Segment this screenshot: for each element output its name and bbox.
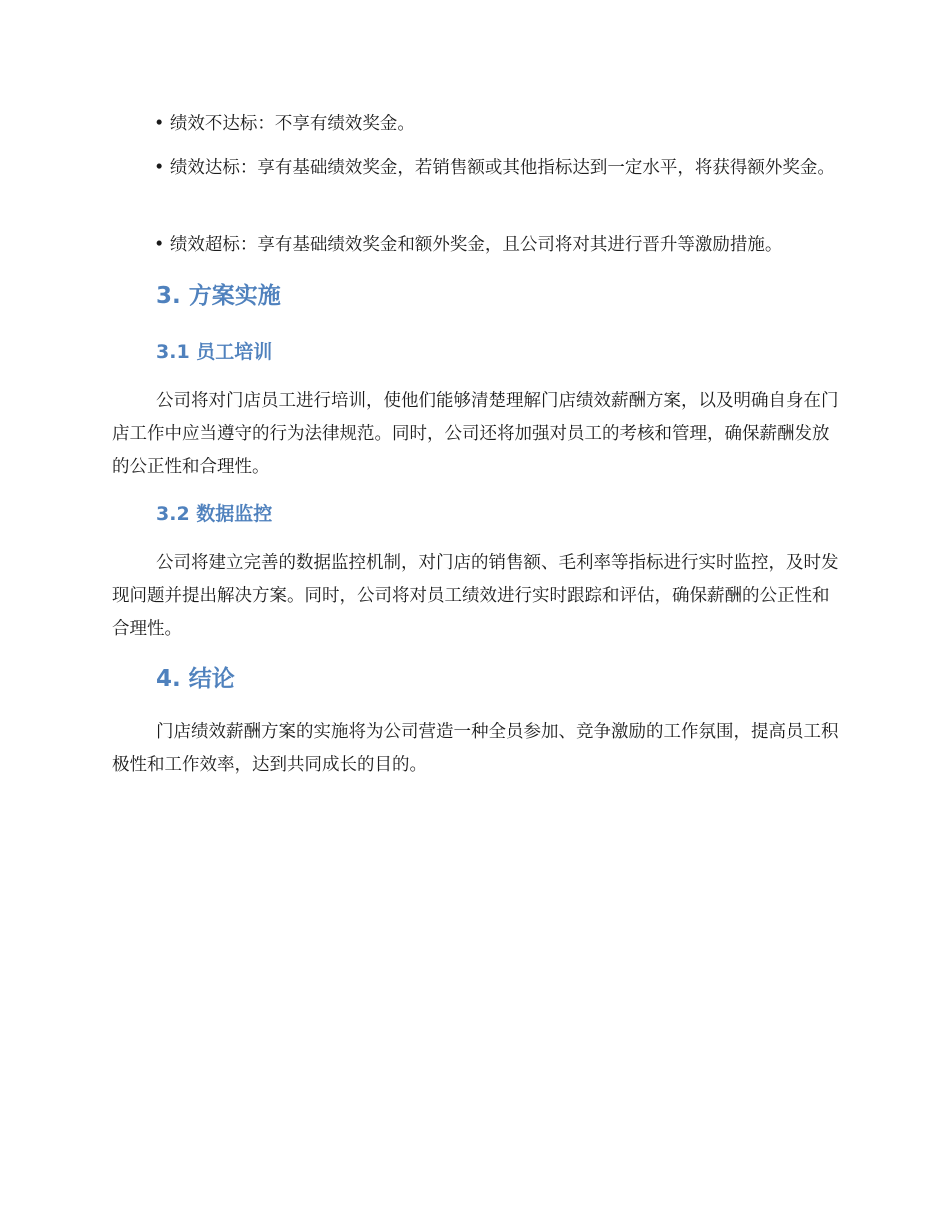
bullet-item: • 绩效达标：享有基础绩效奖金，若销售额或其他指标达到一定水平，将获得额外奖金。 xyxy=(154,158,835,178)
bullet-item: • 绩效不达标：不享有绩效奖金。 xyxy=(154,114,415,134)
paragraph-monitoring: 公司将建立完善的数据监控机制，对门店的销售额、毛利率等指标进行实时监控，及时发现问题并提出解决方案。同时，公司将对员工绩效进行实时跟踪和评估，确保薪酬的公正性和合理性。 xyxy=(112,553,839,639)
bullet-item: • 绩效超标：享有基础绩效奖金和额外奖金，且公司将对其进行晋升等激励措施。 xyxy=(154,235,783,255)
subsection-heading-monitoring: 3.2 数据监控 xyxy=(156,503,273,525)
subsection-heading-training: 3.1 员工培训 xyxy=(156,341,273,363)
section-heading-implementation: 3. 方案实施 xyxy=(156,283,281,309)
section-heading-conclusion: 4. 结论 xyxy=(156,666,235,692)
paragraph-training: 公司将对门店员工进行培训，使他们能够清楚理解门店绩效薪酬方案，以及明确自身在门店工作中应当遵守的行为法律规范。同时，公司还将加强对员工的考核和管理，确保薪酬发放的公正性和合理性。 xyxy=(112,391,839,477)
paragraph-conclusion: 门店绩效薪酬方案的实施将为公司营造一种全员参加、竞争激励的工作氛围，提高员工积极性和工作效率，达到共同成长的目的。 xyxy=(112,722,839,775)
